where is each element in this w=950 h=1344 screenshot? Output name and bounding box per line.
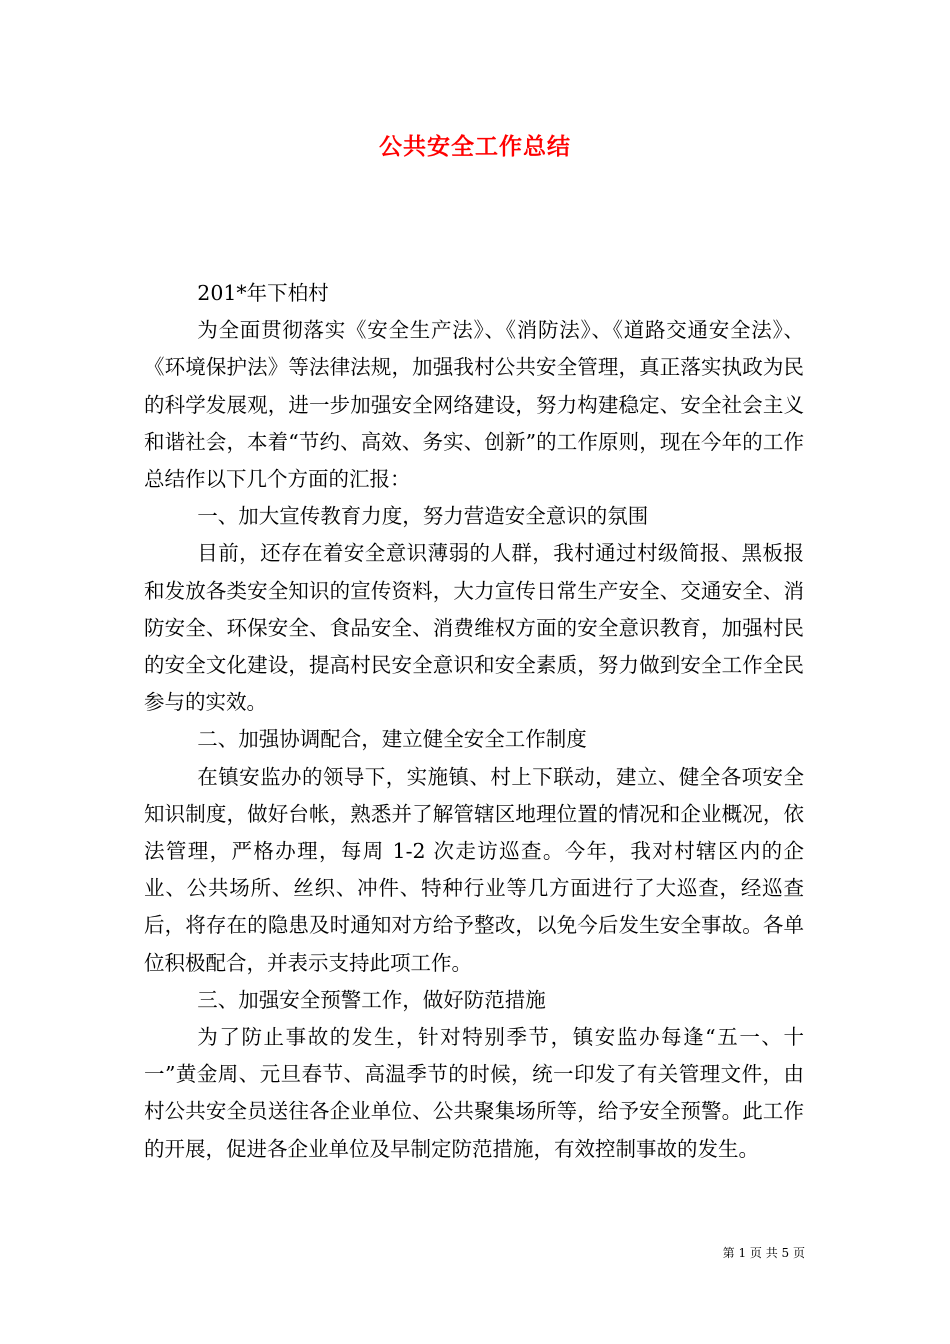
section-heading-1: 一、加大宣传教育力度，努力营造安全意识的氛围 <box>197 504 649 529</box>
document-title: 公共安全工作总结 <box>379 133 571 160</box>
paragraph-section-3: 为了防止事故的发生，针对特别季节，镇安监办每逢“五一、十一”黄金周、元旦春节、高温季节的时候，统一印发了有关管理文件，由村公共安全员送往各企业单位、公共聚集场所等，给予安全预警。此工作的开展，促进各企业单位及早制定防范措施，有效控制事故的发生。 <box>144 1025 804 1161</box>
document-body <box>144 275 804 1168</box>
page-number-footer: 第 1 页 共 5 页 <box>722 1246 805 1260</box>
paragraph-date-village: 201*年下柏村 <box>197 281 329 305</box>
paragraph-intro: 为全面贯彻落实《安全生产法》、《消防法》、《道路交通安全法》、《环境保护法》等法律法规，加强我村公共安全管理，真正落实执政为民的科学发展观，进一步加强安全网络建设，努力构建稳定、安全社会主义和谐社会，本着“节约、高效、务实、创新”的工作原则，现在今年的工作总结作以下几个方面的汇报： <box>144 318 804 492</box>
paragraph-section-2: 在镇安监办的领导下，实施镇、村上下联动，建立、健全各项安全知识制度，做好台帐，熟悉并了解管辖区地理位置的情况和企业概况，依法管理，严格办理，每周 1-2 次走访巡查。今年，我对村辖区内的企业、公共场所、丝织、冲件、特种行业等几方面进行了大巡查，经巡查后，将存在的隐患及时通知对方给予整改，以免今后发生安全事故。各单位积极配合，并表示支持此项工作。 <box>144 764 804 975</box>
section-heading-3: 三、加强安全预警工作，做好防范措施 <box>197 987 546 1012</box>
section-heading-2: 二、加强协调配合，建立健全安全工作制度 <box>197 727 587 752</box>
paragraph-section-1: 目前，还存在着安全意识薄弱的人群，我村通过村级简报、黑板报和发放各类安全知识的宣传资料，大力宣传日常生产安全、交通安全、消防安全、环保安全、食品安全、消费维权方面的安全意识教育，加强村民的安全文化建设，提高村民安全意识和安全素质，努力做到安全工作全民参与的实效。 <box>144 541 804 715</box>
